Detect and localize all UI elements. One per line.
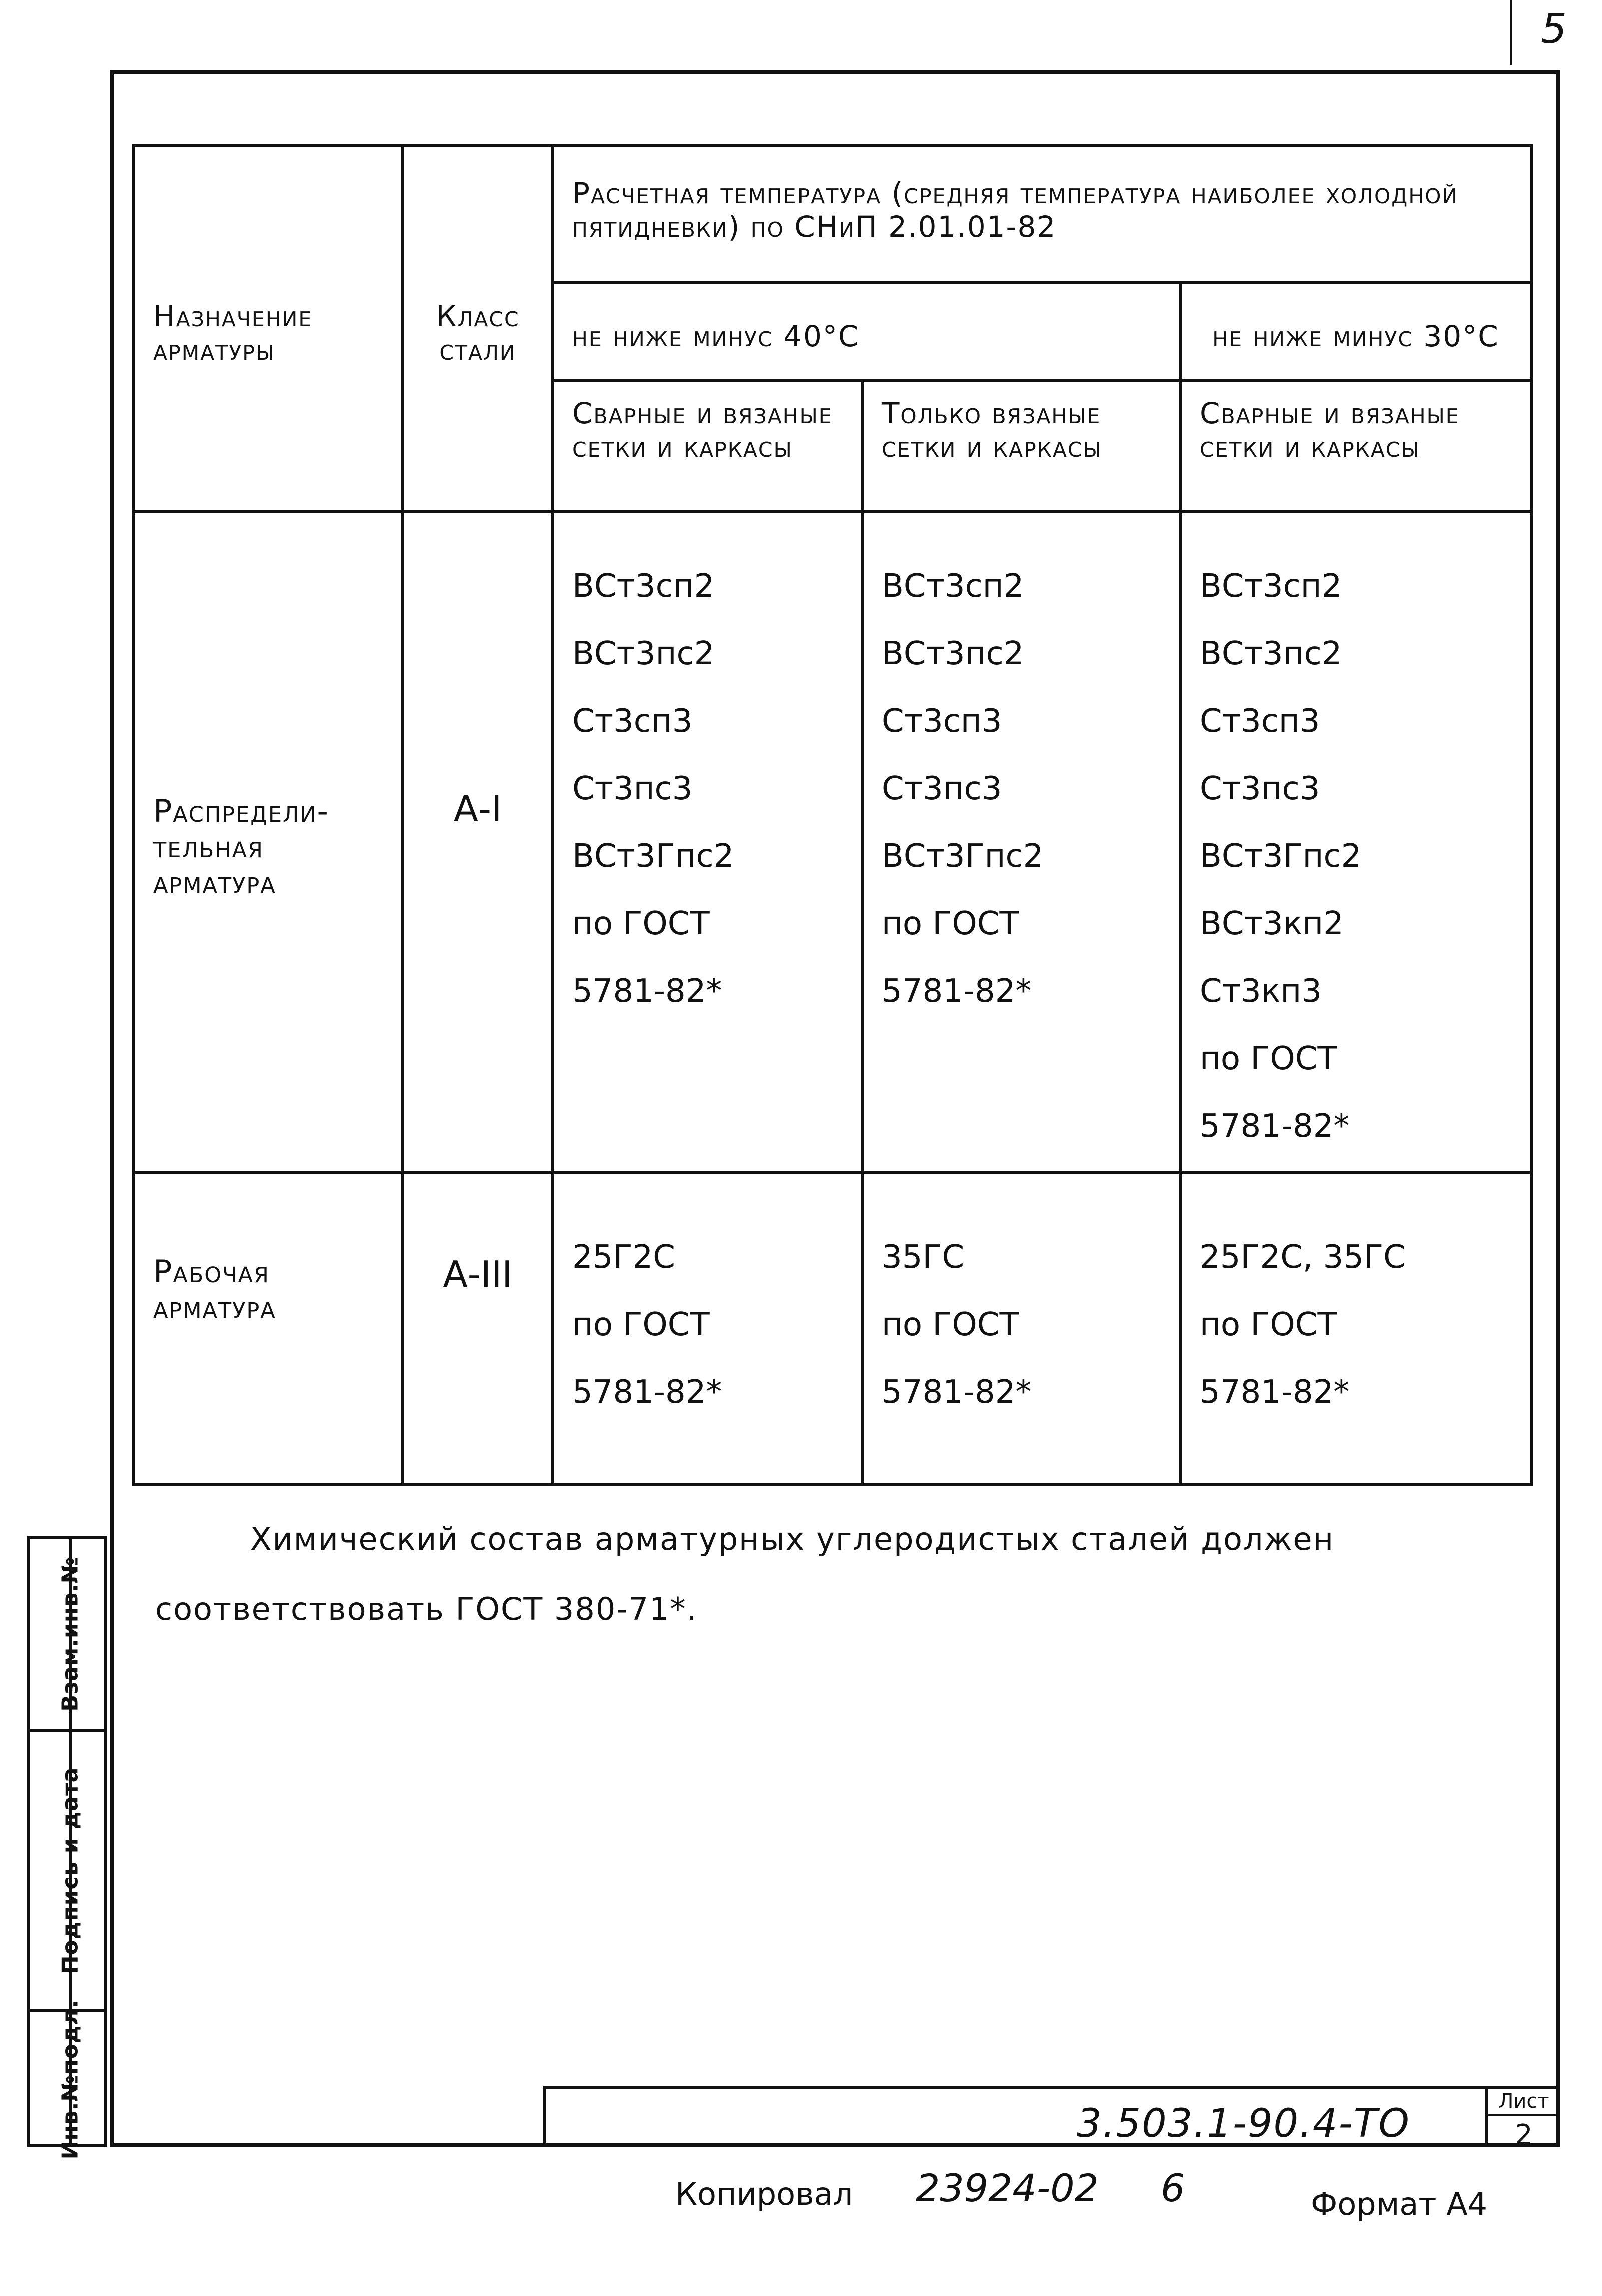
row-welded-40: ВСт3сп2 ВСт3пс2 Ст3сп3 Ст3пс3 ВСт3Гпс2 по ГОСТ 5781-82* <box>553 511 862 1172</box>
sheet-number: 2 <box>1515 2119 1533 2151</box>
header-steel-class: Класс стали <box>403 145 553 511</box>
row-purpose: Распредели-тельная арматура <box>134 511 403 1172</box>
footer-copy-sheet: 6 <box>1161 2166 1185 2210</box>
row-welded-40: 25Г2С по ГОСТ 5781-82* <box>553 1172 862 1485</box>
side-stamp-inv-orig: Инв.№подл. <box>57 1999 83 2159</box>
footer-format: Формат А4 <box>1311 2186 1488 2222</box>
sheet-label: Лист <box>1488 2089 1560 2116</box>
row-welded-30: ВСт3сп2 ВСт3пс2 Ст3сп3 Ст3пс3 ВСт3Гпс2 ВСт3кп2 Ст3кп3 по ГОСТ 5781-82* <box>1180 511 1531 1172</box>
row-tied-40: ВСт3сп2 ВСт3пс2 Ст3сп3 Ст3пс3 ВСт3Гпс2 по ГОСТ 5781-82* <box>862 511 1180 1172</box>
document-code: 3.503.1-90.4-ТО <box>1077 2101 1410 2146</box>
row-purpose: Рабочая арматура <box>134 1172 403 1485</box>
steel-grade-table <box>132 144 1533 1486</box>
header-welded-30: Сварные и вязаные сетки и каркасы <box>1180 380 1531 511</box>
header-purpose: Назначение арматуры <box>134 145 403 511</box>
side-stamp-vzam-inv: Взам.инв.№ <box>57 1556 83 1712</box>
footer-order: 23924-02 <box>916 2166 1099 2210</box>
row-steel-class: А-I <box>403 511 553 1172</box>
table-row <box>134 1172 1531 1485</box>
row-steel-class: А-III <box>403 1172 553 1485</box>
header-tied-40: Только вязаные сетки и каркасы <box>862 380 1180 511</box>
note-line-1: Химический состав арматурных углеродистых сталей должен <box>250 1521 1335 1557</box>
table-row <box>134 511 1531 1172</box>
side-stamp-sign-date: Подпись и дата <box>57 1767 83 1974</box>
header-temp-40: не ниже минус 40°С <box>553 283 1180 380</box>
top-right-margin-line <box>1510 0 1512 65</box>
footer-copied: Копировал <box>675 2176 853 2212</box>
note-line-2: соответствовать ГОСТ 380-71*. <box>155 1591 698 1627</box>
header-welded-40: Сварные и вязаные сетки и каркасы <box>553 380 862 511</box>
row-tied-40: 35ГС по ГОСТ 5781-82* <box>862 1172 1180 1485</box>
row-welded-30: 25Г2С, 35ГС по ГОСТ 5781-82* <box>1180 1172 1531 1485</box>
sheet-box <box>1485 2089 1560 2151</box>
title-block <box>543 2086 1560 2151</box>
page-number: 5 <box>1541 5 1567 53</box>
header-temp-30: не ниже минус 30°С <box>1180 283 1531 380</box>
side-stamp <box>27 1536 107 2159</box>
header-temperature: Расчетная температура (средняя температура наиболее холодной пятидневки) по СНиП 2.01.01-82 <box>553 145 1531 283</box>
